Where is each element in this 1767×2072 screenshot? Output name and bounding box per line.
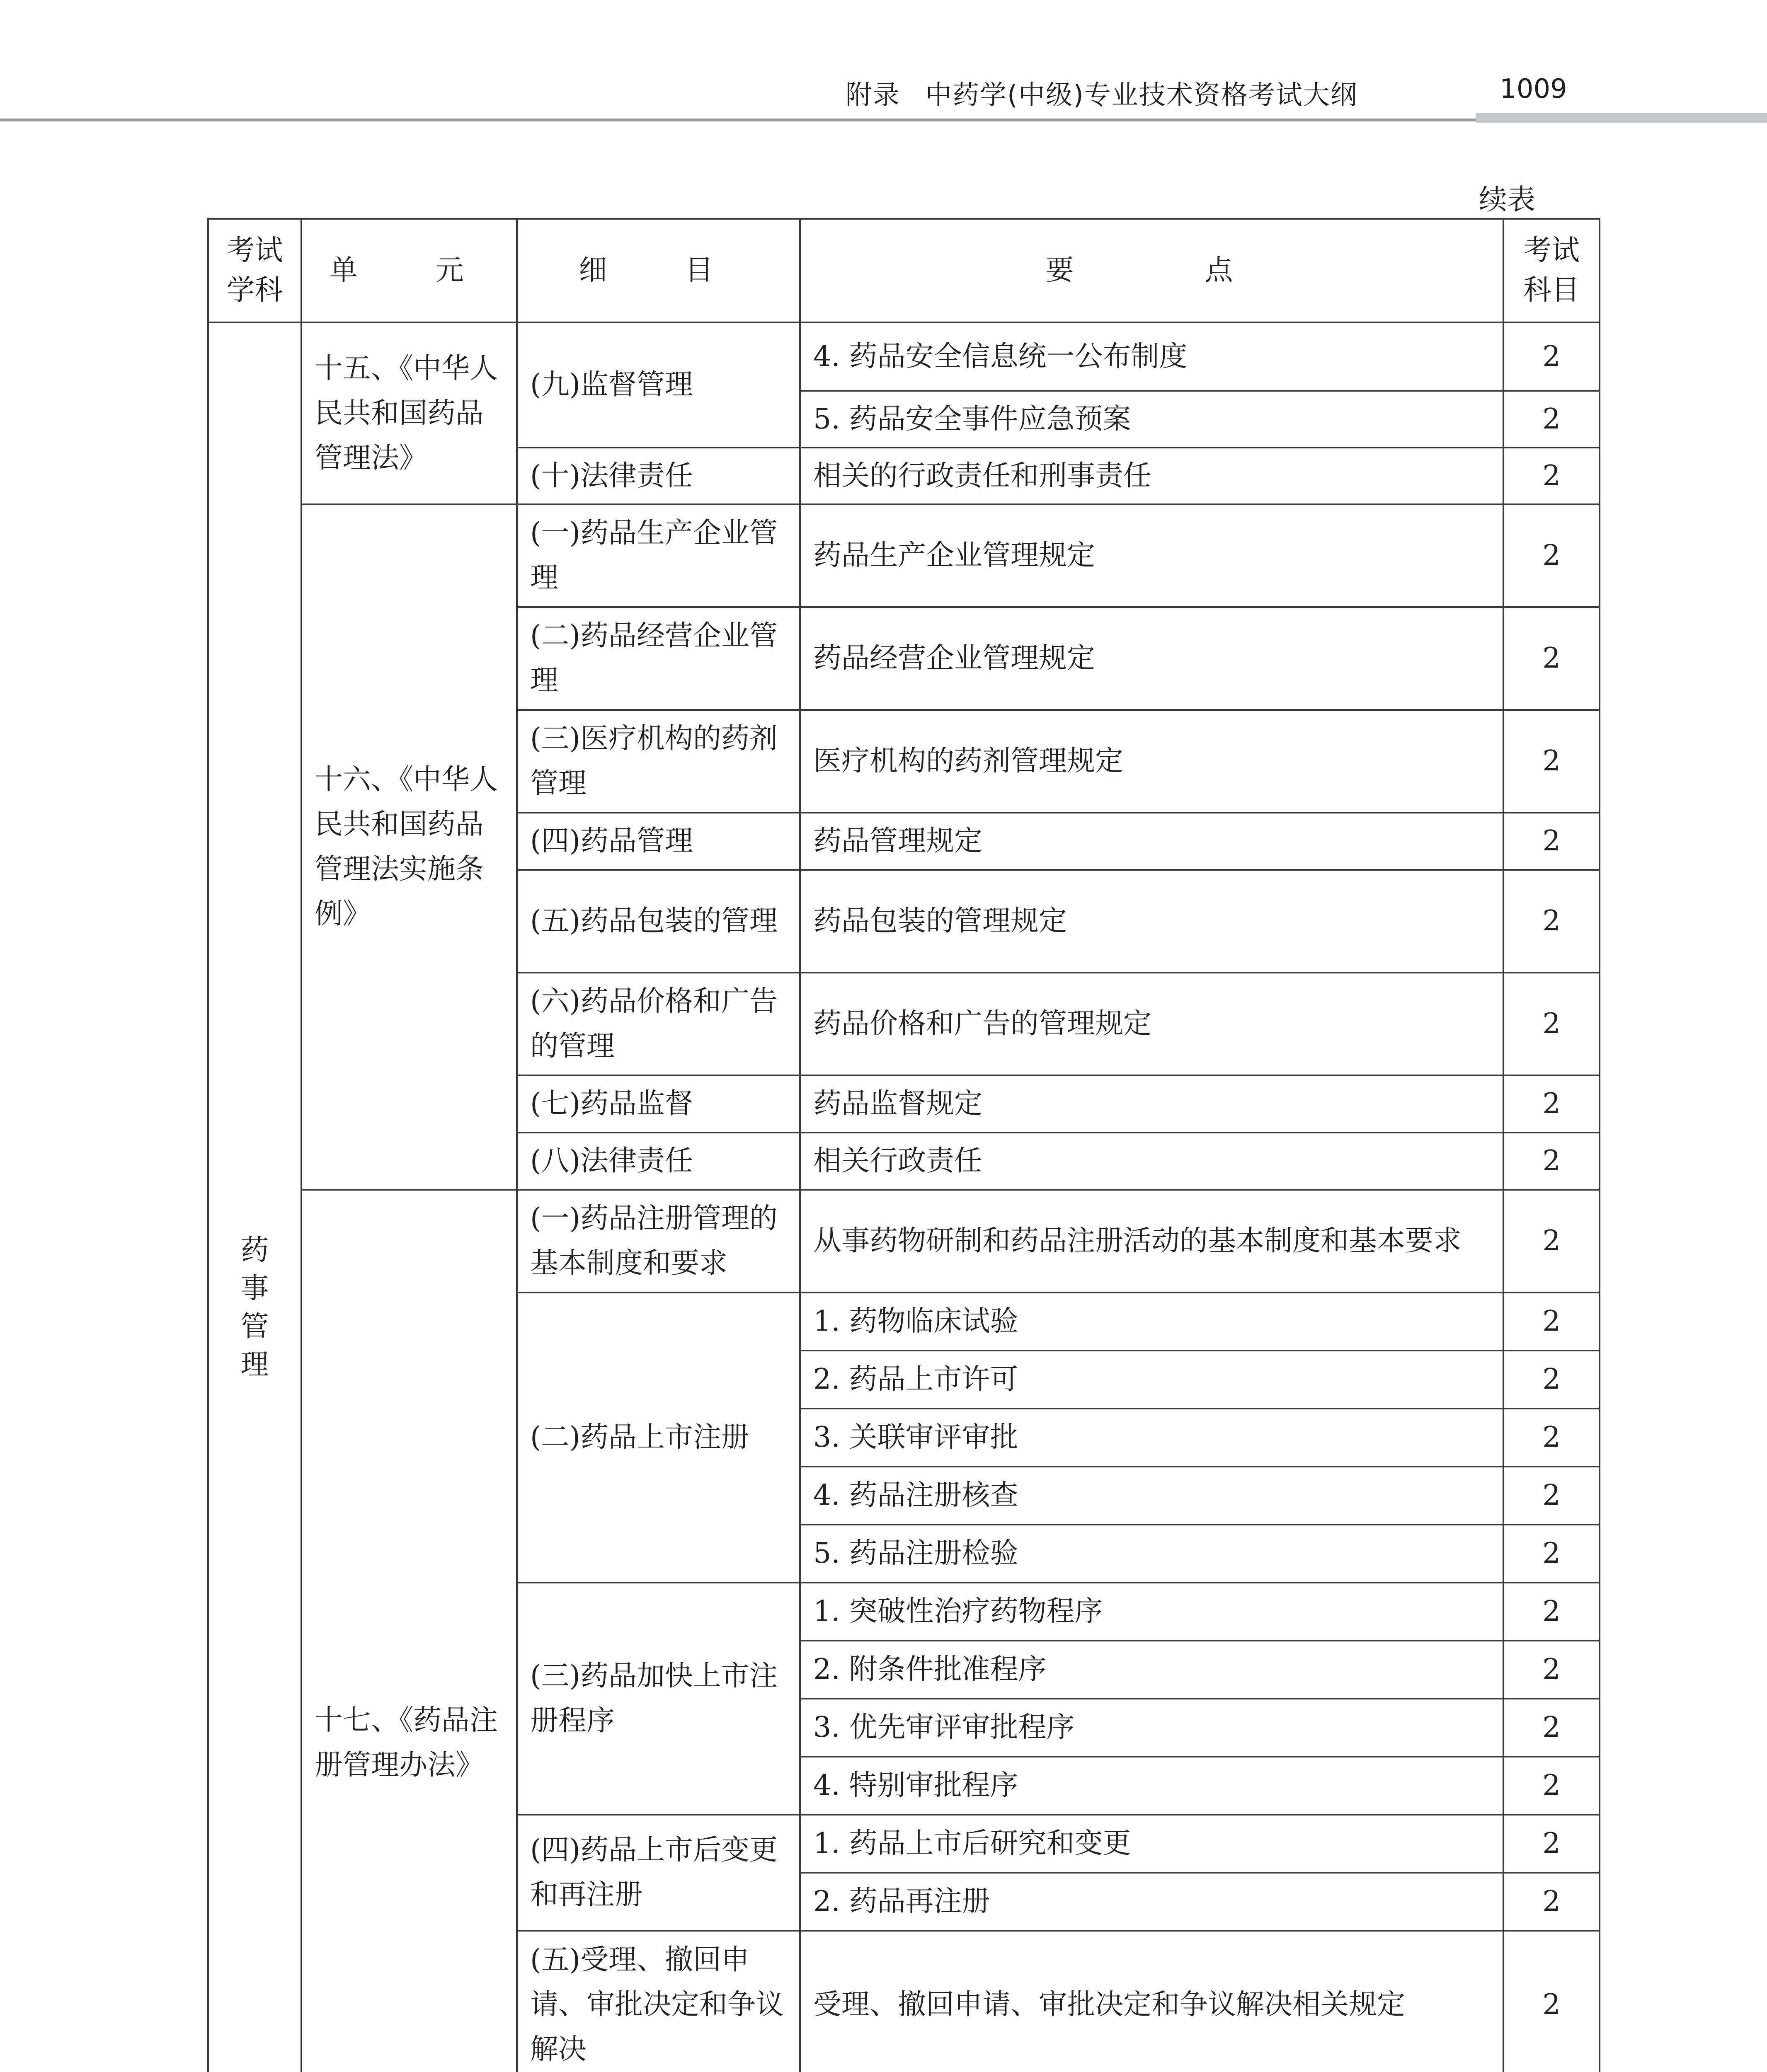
exam-cell: 2 [1503,710,1600,813]
col-header-point [800,219,1503,322]
detail-cell: (六)药品价格和广告的管理 [517,973,800,1075]
table-row [208,1190,1600,1293]
exam-cell: 2 [1503,1133,1600,1190]
running-header [846,74,1358,112]
exam-cell: 2 [1503,322,1600,391]
point-cell: 药品经营企业管理规定 [800,607,1503,710]
detail-cell: (二)药品经营企业管理 [517,607,800,710]
point-cell: 5. 药品注册检验 [800,1525,1503,1583]
exam-cell: 2 [1503,1931,1600,2072]
subject-cell [208,322,301,2072]
point-cell: 药品价格和广告的管理规定 [800,973,1503,1075]
detail-cell: (三)医疗机构的药剂管理 [517,710,800,813]
detail-cell: (五)药品包装的管理 [517,870,800,973]
point-cell: 2. 药品上市许可 [800,1351,1503,1409]
exam-cell: 2 [1503,1641,1600,1699]
col-header-detail-label: 细 目 [579,254,738,287]
point-cell: 药品包装的管理规定 [800,870,1503,973]
detail-cell: (一)药品注册管理的基本制度和要求 [517,1190,800,1293]
exam-cell: 2 [1503,1757,1600,1815]
point-cell: 3. 优先审评审批程序 [800,1699,1503,1757]
detail-cell: (十)法律责任 [517,448,800,504]
point-cell: 医疗机构的药剂管理规定 [800,710,1503,813]
header-section: 附录 [846,80,900,111]
table-row [208,504,1600,607]
exam-cell: 2 [1503,448,1600,504]
col-header-unit [301,219,517,322]
exam-cell: 2 [1503,1583,1600,1641]
detail-cell: (三)药品加快上市注册程序 [517,1583,800,1815]
col-header-subject-line1: 考试 [226,234,283,267]
detail-cell: (九)监督管理 [517,322,800,448]
point-cell: 1. 突破性治疗药物程序 [800,1583,1503,1641]
header-title: 中药学(中级)专业技术资格考试大纲 [925,80,1358,111]
detail-cell: (五)受理、撤回申请、审批决定和争议解决 [517,1931,800,2072]
col-header-exam-line2: 科目 [1523,274,1580,307]
exam-cell: 2 [1503,391,1600,448]
unit-cell: 十五、《中华人民共和国药品管理法》 [301,322,517,504]
point-cell: 2. 附条件批准程序 [800,1641,1503,1699]
detail-cell: (二)药品上市注册 [517,1293,800,1583]
page-number: 1009 [1500,74,1567,104]
unit-cell: 十七、《药品注册管理办法》 [301,1190,517,2072]
exam-cell: 2 [1503,1873,1600,1931]
point-cell: 从事药物研制和药品注册活动的基本制度和基本要求 [800,1190,1503,1293]
exam-cell: 2 [1503,870,1600,973]
exam-cell: 2 [1503,1467,1600,1525]
point-cell: 药品监督规定 [800,1075,1503,1133]
detail-cell: (八)法律责任 [517,1133,800,1190]
col-header-unit-label: 单 元 [329,254,489,287]
point-cell: 相关的行政责任和刑事责任 [800,448,1503,504]
exam-cell: 2 [1503,1293,1600,1351]
exam-cell: 2 [1503,813,1600,870]
table-header-row [208,219,1600,322]
point-cell: 1. 药物临床试验 [800,1293,1503,1351]
exam-cell: 2 [1503,1409,1600,1467]
point-cell: 5. 药品安全事件应急预案 [800,391,1503,448]
point-cell: 4. 特别审批程序 [800,1757,1503,1815]
exam-cell: 2 [1503,1525,1600,1583]
col-header-subject [208,219,301,322]
detail-cell: (一)药品生产企业管理 [517,504,800,607]
exam-cell: 2 [1503,1351,1600,1409]
detail-cell: (四)药品上市后变更和再注册 [517,1815,800,1931]
table-row [208,322,1600,391]
point-cell: 2. 药品再注册 [800,1873,1503,1931]
point-cell: 受理、撤回申请、审批决定和争议解决相关规定 [800,1931,1503,2072]
continued-label: 续表 [1479,184,1536,216]
exam-cell: 2 [1503,973,1600,1075]
exam-cell: 2 [1503,1699,1600,1757]
header-rule [0,119,1476,121]
point-cell: 1. 药品上市后研究和变更 [800,1815,1503,1873]
point-cell: 3. 关联审评审批 [800,1409,1503,1467]
point-cell: 相关行政责任 [800,1133,1503,1190]
col-header-exam [1503,219,1600,322]
header-tab-bar [1476,113,1767,123]
exam-cell: 2 [1503,607,1600,710]
exam-cell: 2 [1503,1815,1600,1873]
point-cell: 4. 药品安全信息统一公布制度 [800,322,1503,391]
col-header-detail [517,219,800,322]
point-cell: 4. 药品注册核查 [800,1467,1503,1525]
syllabus-table [207,218,1600,2072]
exam-cell: 2 [1503,504,1600,607]
col-header-subject-line2: 学科 [226,274,283,307]
col-header-exam-line1: 考试 [1523,234,1580,267]
exam-cell: 2 [1503,1075,1600,1133]
point-cell: 药品生产企业管理规定 [800,504,1503,607]
col-header-point-label: 要 点 [1045,254,1258,287]
exam-cell: 2 [1503,1190,1600,1293]
detail-cell: (七)药品监督 [517,1075,800,1133]
detail-cell: (四)药品管理 [517,813,800,870]
point-cell: 药品管理规定 [800,813,1503,870]
subject-label: 药事管理 [240,1234,269,1381]
unit-cell: 十六、《中华人民共和国药品管理法实施条例》 [301,504,517,1190]
